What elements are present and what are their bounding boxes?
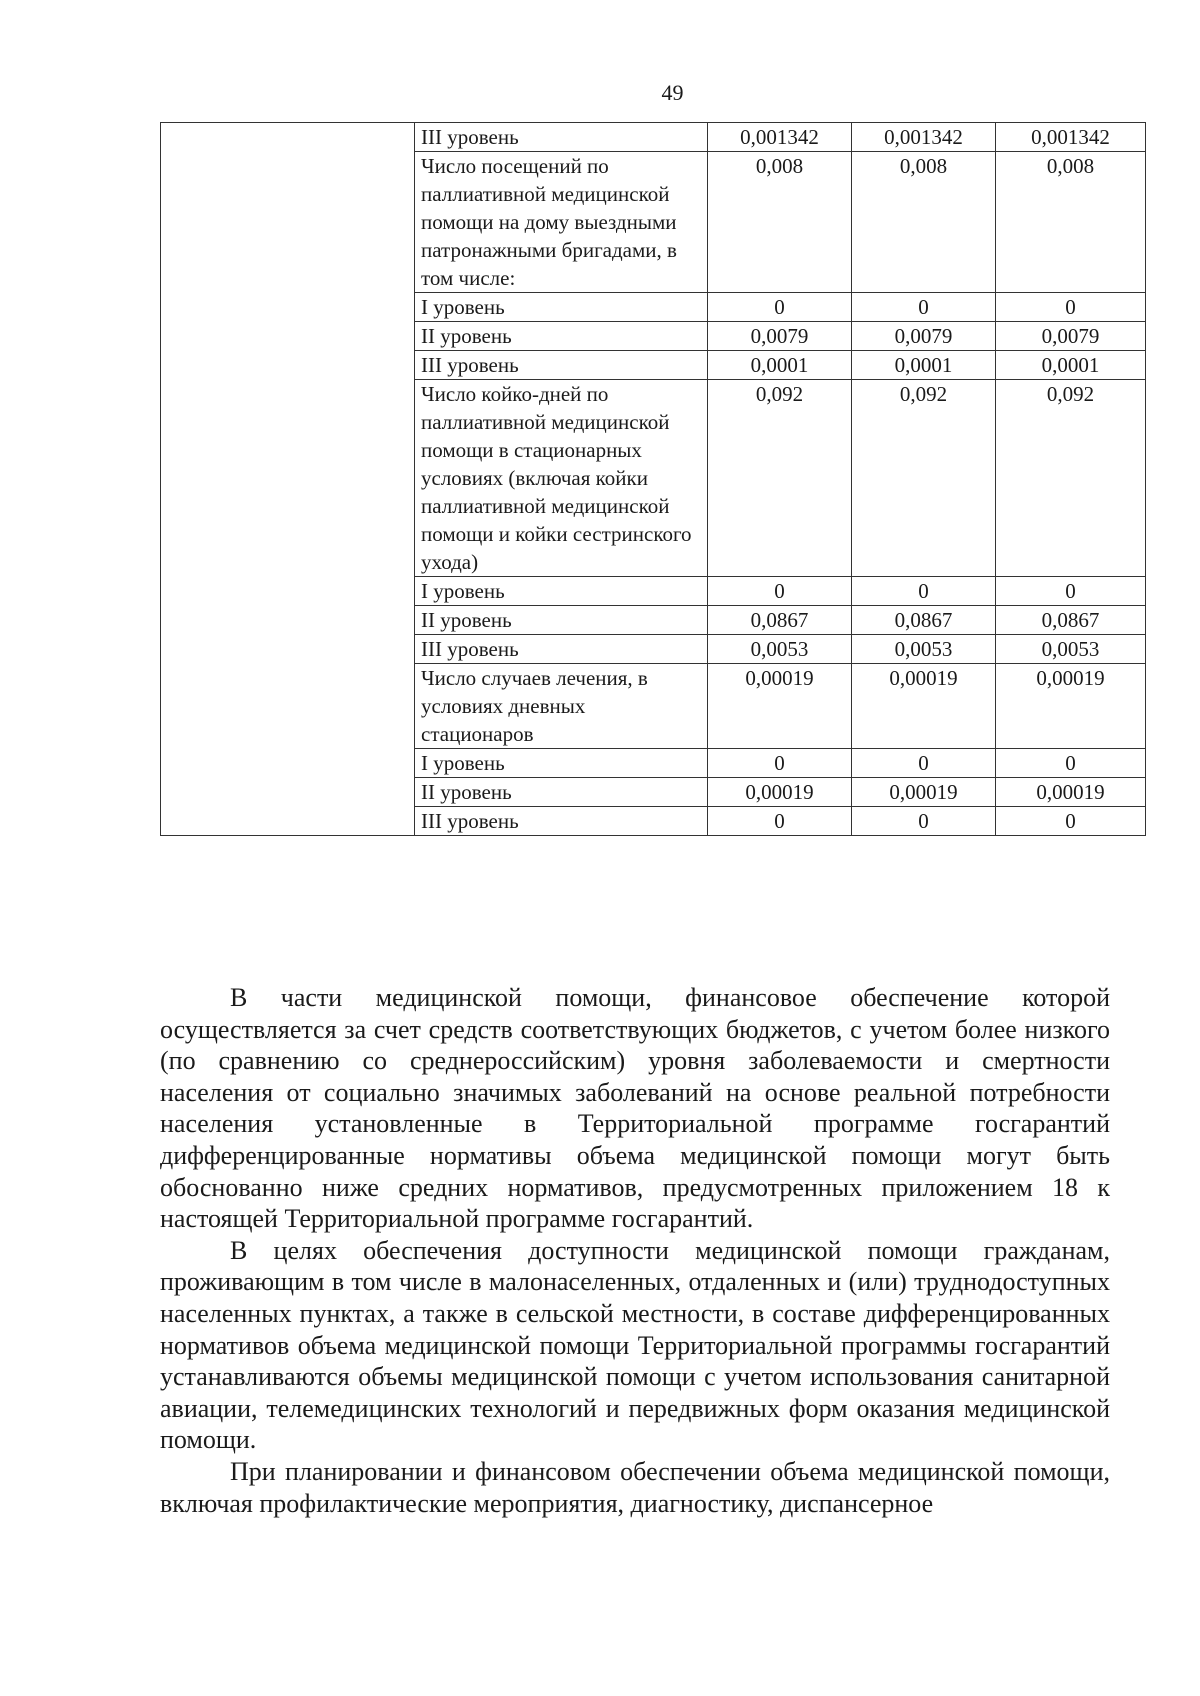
value-cell: 0,0079 <box>708 322 852 351</box>
merged-empty-cell <box>161 123 415 836</box>
value-cell: 0 <box>708 749 852 778</box>
value-cell: 0,0001 <box>852 351 996 380</box>
value-cell: 0,0001 <box>708 351 852 380</box>
norms-table <box>160 122 1146 836</box>
value-cell: 0 <box>708 293 852 322</box>
value-cell: 0,092 <box>852 380 996 577</box>
row-label: II уровень <box>415 606 708 635</box>
value-cell: 0,001342 <box>996 123 1146 152</box>
value-cell: 0,00019 <box>852 778 996 807</box>
value-cell: 0,008 <box>708 152 852 293</box>
paragraph: При планировании и финансовом обеспечении объема медицинской помощи, включая профилактические мероприятия, диагностику, диспансерное <box>160 1456 1110 1518</box>
value-cell: 0,092 <box>996 380 1146 577</box>
value-cell: 0,008 <box>852 152 996 293</box>
body-text <box>160 982 1110 1519</box>
paragraph: В целях обеспечения доступности медицинской помощи гражданам, проживающим в том числе в малонаселенных, отдаленных и (или) труднодоступных населенных пунктах, а также в сельской местности, в составе дифференцированных нормативов объема медицинской помощи Территориальной программы госгарантий устанавливаются объемы медицинской помощи с учетом использования санитарной авиации, телемедицинских технологий и передвижных форм оказания медицинской помощи. <box>160 1235 1110 1455</box>
value-cell: 0,092 <box>708 380 852 577</box>
table-row <box>161 123 1146 152</box>
value-cell: 0 <box>996 293 1146 322</box>
value-cell: 0,0867 <box>852 606 996 635</box>
value-cell: 0,0867 <box>996 606 1146 635</box>
row-label: III уровень <box>415 123 708 152</box>
page-number: 49 <box>661 80 684 105</box>
value-cell: 0,008 <box>996 152 1146 293</box>
value-cell: 0 <box>852 807 996 836</box>
row-label: III уровень <box>415 635 708 664</box>
value-cell: 0,0053 <box>996 635 1146 664</box>
value-cell: 0,00019 <box>708 778 852 807</box>
row-label: Число койко-дней по паллиативной медицинской помощи в стационарных условиях (включая койки паллиативной медицинской помощи и койки сестринского ухода) <box>415 380 708 577</box>
row-label: II уровень <box>415 322 708 351</box>
row-label: III уровень <box>415 807 708 836</box>
row-label: III уровень <box>415 351 708 380</box>
value-cell: 0,0053 <box>708 635 852 664</box>
value-cell: 0,00019 <box>996 778 1146 807</box>
value-cell: 0,0001 <box>996 351 1146 380</box>
value-cell: 0 <box>996 807 1146 836</box>
value-cell: 0 <box>852 293 996 322</box>
value-cell: 0,0867 <box>708 606 852 635</box>
row-label: I уровень <box>415 293 708 322</box>
value-cell: 0 <box>996 749 1146 778</box>
value-cell: 0 <box>852 577 996 606</box>
value-cell: 0,001342 <box>852 123 996 152</box>
row-label: II уровень <box>415 778 708 807</box>
value-cell: 0,001342 <box>708 123 852 152</box>
row-label: Число посещений по паллиативной медицинской помощи на дому выездными патронажными бригадами, в том числе: <box>415 152 708 293</box>
row-label: I уровень <box>415 577 708 606</box>
value-cell: 0,00019 <box>708 664 852 749</box>
row-label: Число случаев лечения, в условиях дневных стационаров <box>415 664 708 749</box>
value-cell: 0 <box>708 577 852 606</box>
row-label: I уровень <box>415 749 708 778</box>
value-cell: 0 <box>996 577 1146 606</box>
value-cell: 0,0079 <box>996 322 1146 351</box>
paragraph: В части медицинской помощи, финансовое обеспечение которой осуществляется за счет средств соответствующих бюджетов, с учетом более низкого (по сравнению со среднероссийским) уровня заболеваемости и смертности населения от социально значимых заболеваний на основе реальной потребности населения установленные в Территориальной программе госгарантий дифференцированные нормативы объема медицинской помощи могут быть обоснованно ниже средних нормативов, предусмотренных приложением 18 к настоящей Территориальной программе госгарантий. <box>160 983 1110 1234</box>
value-cell: 0,00019 <box>996 664 1146 749</box>
value-cell: 0 <box>852 749 996 778</box>
value-cell: 0,00019 <box>852 664 996 749</box>
value-cell: 0,0079 <box>852 322 996 351</box>
value-cell: 0 <box>708 807 852 836</box>
value-cell: 0,0053 <box>852 635 996 664</box>
